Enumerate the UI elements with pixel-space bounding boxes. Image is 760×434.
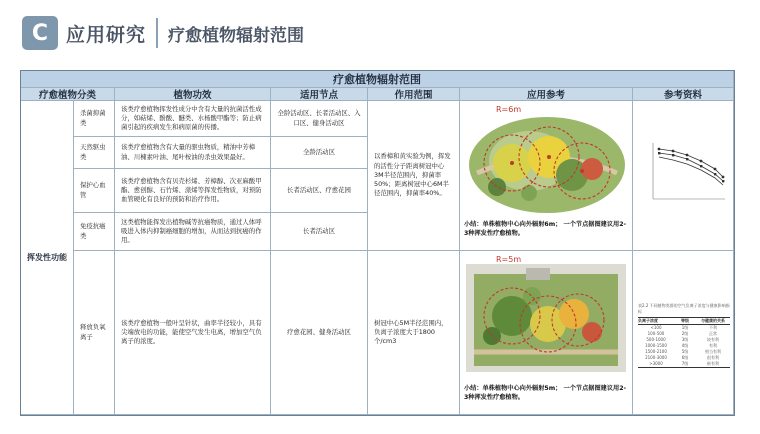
page-header [22, 16, 304, 50]
mini-table-cell: 极有利 [707, 361, 719, 366]
application-ref-1 [460, 101, 633, 251]
type-cell: 天然驱虫类 [74, 137, 115, 169]
col-header-category: 疗愈植物分类 [21, 88, 115, 101]
mini-table-cell: 较有利 [707, 337, 719, 342]
mini-table-cell: 不利 [709, 325, 717, 330]
effect-cell: 这类植物能挥发出植物碱等抗癌物质，通过人体呼吸进入体内抑制癌细胞的增加，从而达到抗癌的作用。 [115, 213, 271, 251]
effect-cell: 该类疗愈植物含有大量的驱虫物质，精油中芳樟油、川楝素叶油、尾叶桉油的杀虫效果最好。 [115, 137, 271, 169]
summary-note: 小结：单株植物中心向外辐射6m； 一个节点据图建议用2-3种挥发性疗愈植物。 [464, 221, 627, 237]
type-cell: 杀菌抑菌类 [74, 101, 115, 137]
col-header-reference: 参考资料 [633, 88, 734, 101]
reference-material-1 [633, 101, 734, 251]
mini-table-header: 与健康的关系 [701, 318, 725, 323]
reference-chart-image [639, 135, 729, 215]
nodes-cell: 全龄活动区 [271, 137, 368, 169]
nodes-cell: 疗愈花园、健身活动区 [271, 251, 368, 415]
reference-material-2 [633, 251, 734, 415]
mini-table-cell: 2100-3000 [645, 355, 667, 360]
mini-table-cell: 正常 [709, 331, 717, 336]
effect-cell: 该类疗愈植物挥发性成分中含有大量的抗菌活性成分，如萜烯、酚酸、醚类、水杨酸甲酯等；防止病菌引起的疾病发生和病原菌的传播。 [115, 101, 271, 137]
negative-ion-table [638, 303, 730, 368]
col-header-application: 应用参考 [460, 88, 633, 101]
mini-table-cell: 6级 [681, 355, 689, 360]
radius-label: R=5m [496, 255, 522, 264]
col-header-range: 作用范围 [368, 88, 460, 101]
page-title: 疗愈植物辐射范围 [168, 25, 305, 46]
summary-note: 小结：单株植物中心向外辐射5m； 一个节点据图建议用2-3种挥发性疗愈植物。 [464, 385, 627, 401]
effect-cell: 该类疗愈植物含有贝壳杉烯、芳樟醇、次亚麻酸甲酯、愈创醇、石竹烯、蒎烯等挥发性物质，对预防血管硬化有良好的预防和治疗作用。 [115, 169, 271, 213]
radiation-table [20, 70, 735, 416]
effect-cell: 该类疗愈植物一般叶呈针状，曲率半径较小，具有尖端放电的功能，能使空气发生电离，增加空气负离子的浓度。 [115, 251, 271, 415]
mini-table-cell: 相当有利 [705, 349, 721, 354]
mini-table-cell: 3级 [681, 337, 689, 342]
type-cell: 释放负氧离子 [74, 251, 115, 415]
type-cell: 免疫抗癌类 [74, 213, 115, 251]
mini-table-cell: 7级 [681, 361, 689, 366]
mini-table-cell: 500-1000 [646, 337, 666, 342]
mini-table-cell: 1000-1500 [645, 343, 667, 348]
radiation-plan-image [467, 113, 627, 217]
category-cell: 挥发性功能 [21, 101, 74, 415]
range-cell: 树冠中心5M半径范围内，负离子浓度大于1800个/cm3 [368, 251, 460, 415]
col-header-effect: 植物功效 [115, 88, 271, 101]
mini-table-header: 等级 [681, 318, 689, 323]
section-title: 应用研究 [66, 23, 147, 46]
mini-table-header: 负离子浓度 [638, 318, 658, 323]
mini-table-cell: 100-500 [647, 331, 665, 336]
mini-table-cell: >3000 [649, 361, 663, 366]
nodes-cell: 长者活动区、疗愈花园 [271, 169, 368, 213]
nodes-cell: 全龄活动区、长者活动区、入口区、健身活动区 [271, 101, 368, 137]
type-cell: 保护心血管 [74, 169, 115, 213]
title-divider [156, 18, 158, 48]
mini-table-cell: 5级 [681, 349, 689, 354]
mini-table-cell: 1500-2100 [645, 349, 667, 354]
nodes-cell: 长者活动区 [271, 213, 368, 251]
mini-table-cell: 有利 [709, 343, 717, 348]
radiation-plan-image [466, 264, 626, 372]
radius-label: R=6m [496, 105, 522, 114]
mini-table-caption: 表2.2 不同植物类群的空气负离子浓度与健康影响指标 [638, 303, 730, 314]
mini-table-cell: 4级 [681, 343, 689, 348]
range-cell: 以香樟和黄实验为例，挥发的活性分子距离树冠中心3M半径范围内，抑菌率50%；距离树冠中心6M半径范围内，抑菌率40%。 [368, 101, 460, 251]
mini-table-cell: 1级 [681, 325, 689, 330]
table-title: 疗愈植物辐射范围 [21, 71, 734, 88]
section-badge: C [22, 16, 58, 50]
col-header-nodes: 适用节点 [271, 88, 368, 101]
mini-table-cell: 2级 [681, 331, 689, 336]
application-ref-2 [460, 251, 633, 415]
mini-table-cell: 很有利 [707, 355, 719, 360]
mini-table-cell: <100 [650, 325, 662, 330]
